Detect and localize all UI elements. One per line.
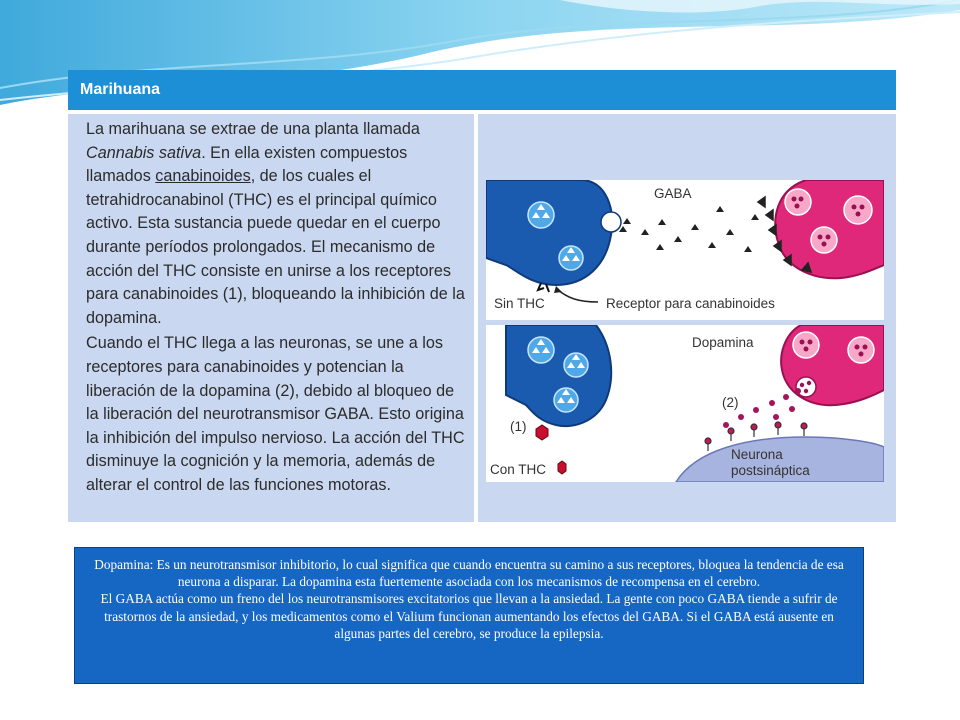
marker-1: (1)	[510, 419, 527, 434]
p1-part2: . En ella existen compuestos llamados	[86, 143, 408, 186]
species-name: Cannabis sativa	[86, 143, 202, 162]
p1-part1: La marihuana se extrae de una planta llamada	[86, 120, 420, 138]
con-thc-label: Con THC	[490, 462, 547, 477]
description-text	[86, 118, 470, 500]
gaba-molecules	[619, 206, 759, 252]
card-title: Marihuana	[68, 70, 896, 110]
thc-molecule-icon	[558, 461, 566, 474]
p1-part3: , de los cuales el tetrahidrocanabinol (THC) es el principal químico activo. Esta sustancia puede quedar en el cuerpo durante períodos prolongados. El mecanismo de acción del THC consiste en unirse a los receptores para canabinoides (1), bloqueando la inhibición de la dopamina.	[86, 167, 465, 327]
dopamina-label: Dopamina	[692, 335, 754, 350]
marihuana-card	[68, 70, 896, 522]
info-box	[74, 547, 864, 684]
figure-con-thc	[486, 325, 884, 482]
neurona-label-line2: postsináptica	[731, 463, 810, 478]
dopamina-definition: Dopamina: Es un neurotransmisor inhibitorio, lo cual significa que cuando encuentra su camino a sus receptores, bloquea la tendencia de esa neurona a disparar. La dopamina esta fuertemente asociada con los mecanismos de recompensa en el cerebro.	[94, 557, 844, 590]
figure-sin-thc	[486, 180, 884, 320]
canabinoides-term: canabinoides	[155, 167, 251, 186]
thc-molecule-bound	[536, 425, 548, 440]
neurona-label-line1: Neurona	[731, 447, 783, 462]
header-divider	[68, 110, 896, 114]
gaba-label: GABA	[654, 186, 692, 201]
presynaptic-neuron-blue	[486, 180, 612, 285]
paragraph-1	[86, 118, 470, 330]
sin-thc-label: Sin THC	[494, 296, 545, 311]
receptor-label: Receptor para canabinoides	[606, 296, 775, 311]
receptor-arrow	[558, 290, 598, 302]
marker-2: (2)	[722, 395, 739, 410]
presynaptic-neuron-blue	[506, 325, 611, 426]
paragraph-2: Cuando el THC llega a las neuronas, se une a los receptores para canabinoides y potencian la liberación de la dopamina (2), debido al bloqueo de la liberación del neurotransmisor GABA. Esto origina la inhibición del impulso nervioso. La acción del THC disminuye la cognición y la memoria, además de alterar el control de las funciones motoras.	[86, 334, 465, 494]
gaba-definition: El GABA actúa como un freno del los neurotransmisores excitatorios que llevan a la ansiedad. La gente con poco GABA tiende a sufrir de trastornos de la ansiedad, y los medicamentos como el Valium funcionan aumentando los efectos del GABA. Si el GABA está ausente en algunas partes del cerebro, se produce la epilepsia.	[100, 591, 838, 641]
column-divider	[474, 114, 478, 522]
